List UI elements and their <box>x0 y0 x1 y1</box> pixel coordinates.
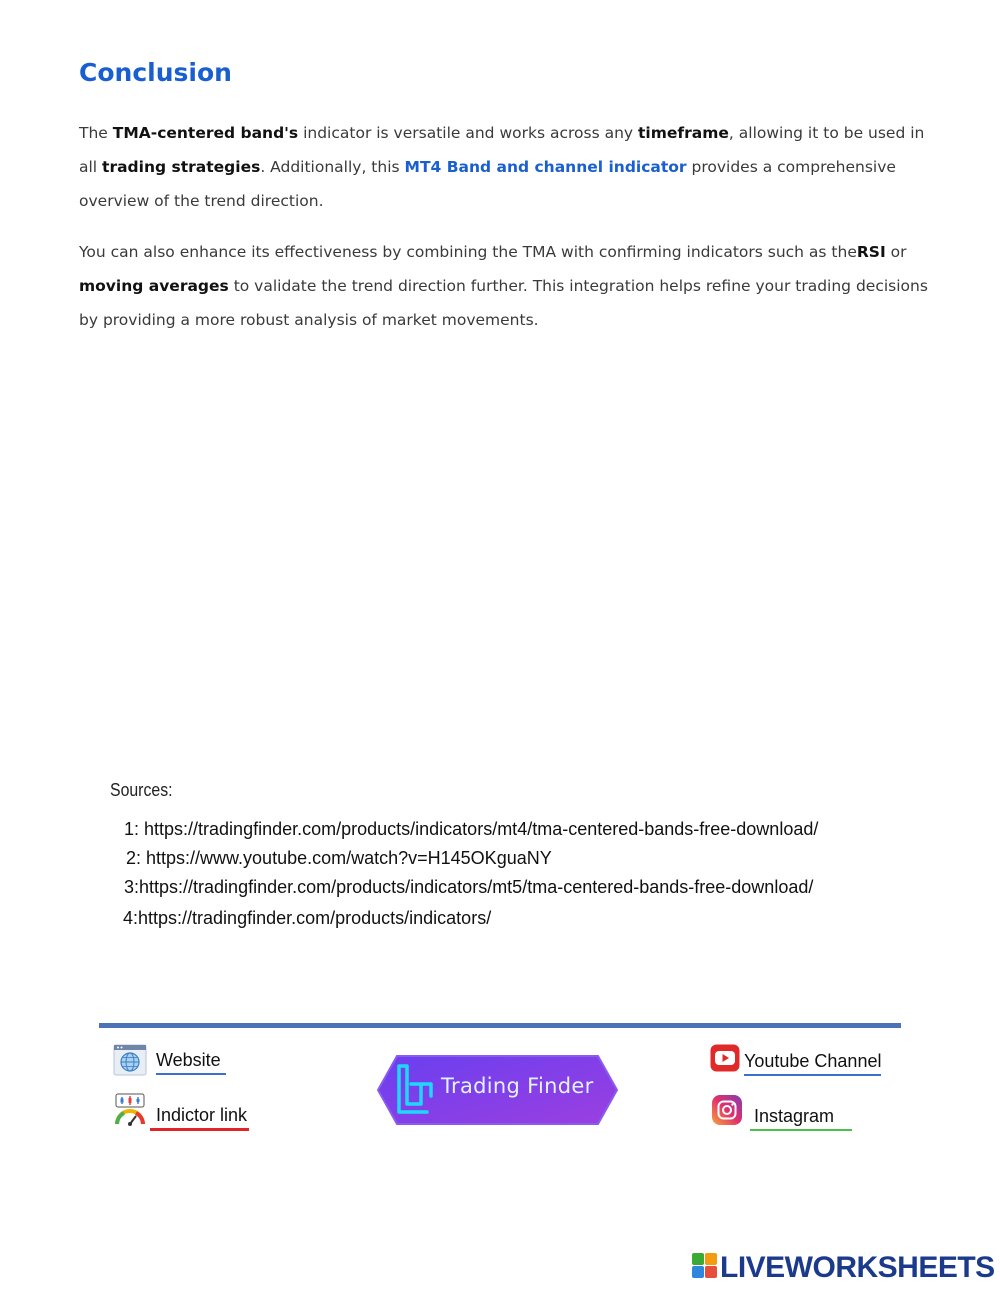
bold-term: TMA-centered band's <box>112 124 299 142</box>
text: You can also enhance its effectiveness by combining the TMA with confirming indicators such as the <box>79 243 857 261</box>
text: provides a comprehensive overview of the trend direction. <box>79 158 896 210</box>
page-title: Conclusion <box>79 58 232 87</box>
source-link-3[interactable]: 3:https://tradingfinder.com/products/indicators/mt5/tma-centered-bands-free-download/ <box>124 877 814 897</box>
liveworksheets-watermark <box>692 1251 995 1285</box>
text: or <box>885 243 907 261</box>
logo-text: Trading Finder <box>441 1074 594 1098</box>
footer-divider <box>99 1023 901 1028</box>
indicator-link[interactable]: Indictor link <box>150 1105 249 1131</box>
source-link-2[interactable]: 2: https://www.youtube.com/watch?v=H145OKguaNY <box>126 848 552 868</box>
trading-finder-logo[interactable] <box>377 1054 618 1126</box>
text: indicator is versatile and works across any <box>298 124 638 142</box>
instagram-icon <box>711 1094 743 1126</box>
youtube-channel-link[interactable]: Youtube Channel <box>744 1051 881 1076</box>
text: to validate the trend direction further. This integration helps refine your trading decisions by providing a more robust analysis of market movements. <box>79 277 928 329</box>
watermark-text: LIVEWORKSHEETS <box>720 1251 995 1284</box>
bold-term: RSI <box>856 243 886 261</box>
liveworksheets-logo-icon <box>692 1253 718 1279</box>
instagram-link[interactable]: Instagram <box>750 1106 852 1131</box>
mt4-indicator-link[interactable]: MT4 Band and channel indicator <box>404 158 687 176</box>
globe-icon <box>113 1044 147 1076</box>
conclusion-paragraph-2 <box>79 235 929 337</box>
youtube-icon <box>710 1044 740 1072</box>
bold-term: timeframe <box>638 124 729 142</box>
gauge-icon <box>114 1093 146 1127</box>
conclusion-paragraph-1 <box>79 116 929 218</box>
bold-term: moving averages <box>79 277 229 295</box>
source-link-1[interactable]: 1: https://tradingfinder.com/products/indicators/mt4/tma-centered-bands-free-download/ <box>124 819 819 839</box>
bold-term: trading strategies <box>102 158 261 176</box>
website-link[interactable]: Website <box>156 1050 226 1075</box>
text: , allowing it to be used in all <box>79 124 925 176</box>
text: The <box>79 124 113 142</box>
source-link-4[interactable]: 4:https://tradingfinder.com/products/indicators/ <box>123 908 492 928</box>
sources-title: Sources: <box>110 780 173 800</box>
text: . Additionally, this <box>260 158 405 176</box>
